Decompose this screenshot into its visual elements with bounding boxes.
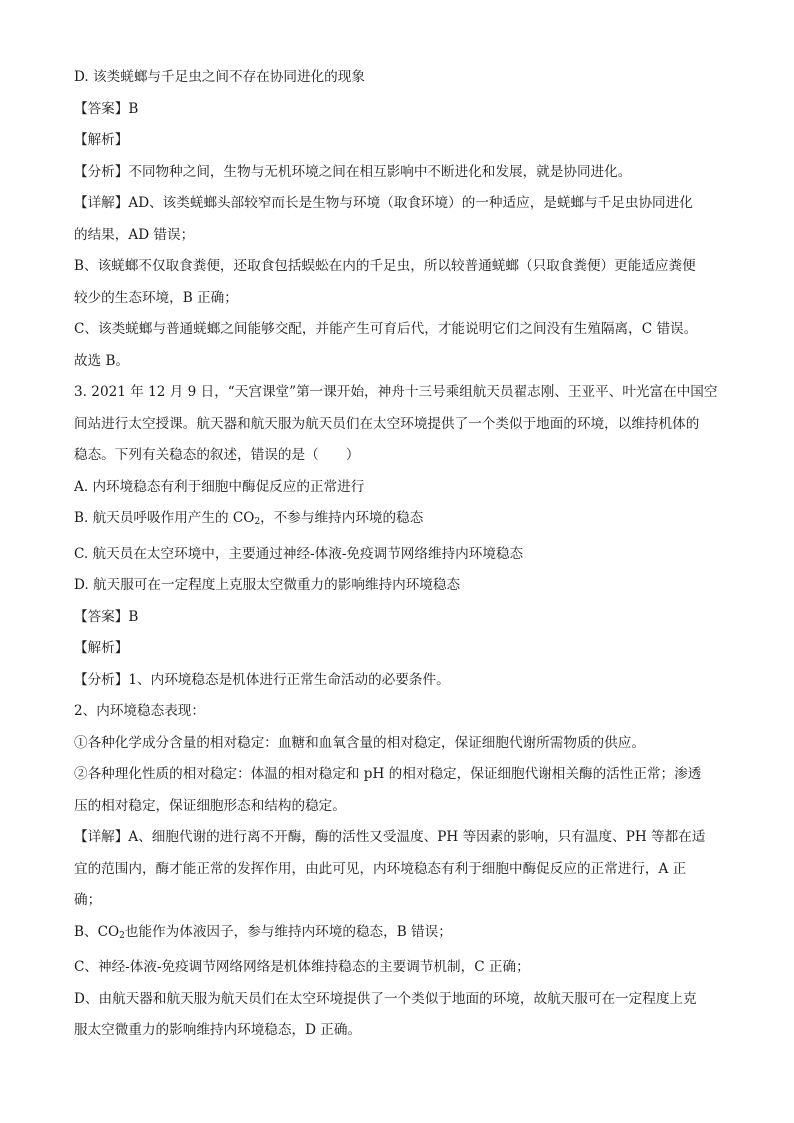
xiangjie-b-post: 也能作为体液因子，参与维持内环境的稳态，B 错误； [124, 923, 452, 940]
q3-xiangjie-a-line3: 确； [74, 892, 102, 908]
q3-xiangjie-d-line2: 服太空微重力的影响维持内环境稳态，D 正确。 [74, 1022, 362, 1038]
q2-conclusion: 故选 B。 [74, 352, 130, 369]
xiangjie-tag: 【详解】 [74, 829, 129, 845]
q3-xiangjie-c: C、神经-体液-免疫调节网络网络是机体维持稳态的主要调节机制，C 正确； [74, 959, 530, 975]
xiangjie-b-sub: 2 [119, 930, 125, 941]
fenxi-text: 不同物种之间，生物与无机环境之间在相互影响中不断进化和发展，就是协同进化。 [128, 163, 632, 180]
q2-analysis-heading: 【解析】 [74, 132, 129, 148]
q2-xiangjie-line2: 的结果，AD 错误； [74, 226, 195, 243]
q2-b-line2: 较少的生态环境，B 正确； [74, 289, 238, 306]
xiangjie-text: AD、该类蜣螂头部较窄而长是生物与环境（取食环境）的一种适应，是蜣螂与千足虫协同进化 [128, 195, 693, 211]
xiangjie-text: A、细胞代谢的进行离不开酶，酶的活性又受温度、PH 等因素的影响，只有温度、PH 等都在适 [128, 829, 706, 845]
option-b-pre: B. 航天员呼吸作用产生的 CO [74, 510, 255, 526]
q3-option-b [74, 503, 724, 539]
q3-fenxi [74, 665, 724, 697]
q3-xiangjie-d-line1: D、由航天器和航天服为航天员们在太空环境提供了一个类似于地面的环境，故航天服可在一定程度上克 [74, 990, 697, 1007]
q3-xiangjie-b [74, 917, 724, 953]
q2-xiangjie-line1 [74, 188, 724, 220]
q3-point2-1: ①各种化学成分含量的相对稳定：血糖和血氧含量的相对稳定，保证细胞代谢所需物质的供应。 [74, 734, 645, 751]
q3-analysis-heading: 【解析】 [74, 640, 129, 656]
q2-option-d: D. 该类蜣螂与千足虫之间不存在协同进化的现象 [74, 69, 365, 85]
q2-answer: 【答案】B [74, 100, 139, 117]
q3-option-a: A. 内环境稳态有利于细胞中酶促反应的正常进行 [74, 478, 365, 495]
q2-b-line1: B、该蜣螂不仅取食粪便，还取食包括蜈蚣在内的千足虫，所以较普通蜣螂（只取食粪便）更能适应粪便 [74, 258, 696, 274]
q3-stem-line2: 间站进行太空授课。航天器和航天服为航天员们在太空环境提供了一个类似于地面的环境，以维持机体的 [74, 415, 700, 432]
option-b-post: ，不参与维持内环境的稳态 [260, 510, 424, 526]
q3-stem-line3: 稳态。下列有关稳态的叙述，错误的是（ ） [74, 447, 360, 463]
xiangjie-tag: 【详解】 [74, 195, 129, 211]
fenxi-tag: 【分析】 [74, 163, 129, 180]
document-page [74, 62, 724, 1047]
fenxi-tag: 【分析】 [74, 671, 129, 688]
q3-point2: 2、内环境稳态表现： [74, 703, 205, 719]
q3-option-d: D. 航天服可在一定程度上克服太空微重力的影响维持内环境稳态 [74, 577, 461, 593]
q3-xiangjie-a-line1 [74, 822, 724, 854]
q3-point2-2-line2: 压的相对稳定，保证细胞形态和结构的稳定。 [74, 797, 346, 814]
q2-fenxi [74, 157, 724, 189]
q3-stem-line1: 3. 2021 年 12 月 9 日，“天宫课堂”第一课开始，神舟十三号乘组航天员翟志刚、王亚平、叶光富在中国空 [74, 384, 718, 400]
option-b-sub: 2 [254, 517, 261, 527]
fenxi-text: 1、内环境稳态是机体进行正常生命活动的必要条件。 [128, 671, 450, 688]
q3-answer: 【答案】B [74, 608, 139, 625]
q2-c-line: C、该类蜣螂与普通蜣螂之间能够交配，并能产生可育后代，才能说明它们之间没有生殖隔离，C 错误。 [74, 321, 698, 337]
q3-option-c: C. 航天员在太空环境中，主要通过神经-体液-免疫调节网络维持内环境稳态 [74, 545, 524, 562]
q3-xiangjie-a-line2: 宜的范围内，酶才能正常的发挥作用，由此可见，内环境稳态有利于细胞中酶促反应的正常进行，A 正 [74, 860, 687, 877]
q3-point2-2-line1: ②各种理化性质的相对稳定：体温的相对稳定和 pH 的相对稳定，保证细胞代谢相关酶的活性正常；渗透 [74, 766, 702, 782]
xiangjie-b-pre: B、CO [74, 923, 120, 940]
